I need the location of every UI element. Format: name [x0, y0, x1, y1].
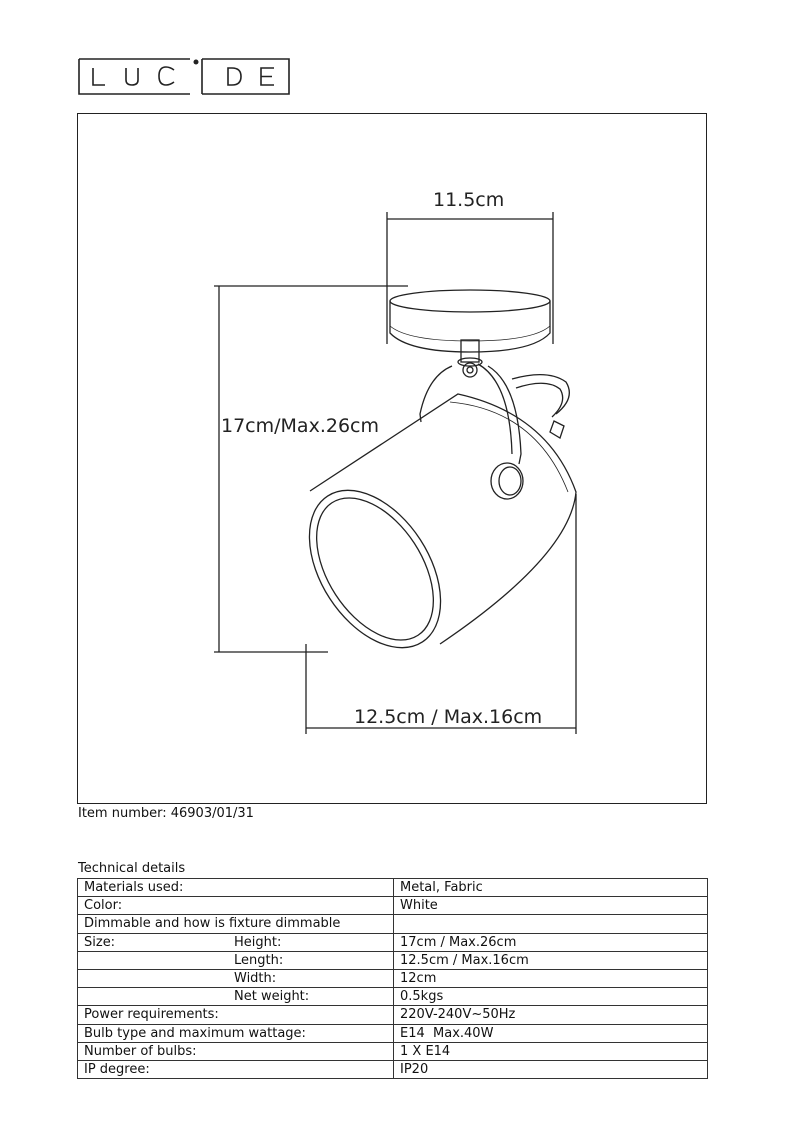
spec-label — [78, 988, 394, 1006]
table-row — [78, 1060, 708, 1078]
spec-label: IP degree: — [78, 1060, 394, 1078]
lamp-line-drawing — [78, 114, 708, 805]
table-row — [78, 879, 708, 897]
table-row — [78, 933, 708, 951]
table-row — [78, 1042, 708, 1060]
spec-value: 220V-240V~50Hz — [394, 1006, 708, 1024]
spec-value: 12cm — [394, 969, 708, 987]
spec-value: White — [394, 897, 708, 915]
length-dimension-label: 12.5cm / Max.16cm — [354, 706, 543, 728]
width-dimension-label: 11.5cm — [433, 189, 505, 211]
table-row — [78, 915, 708, 933]
height-label: Height: — [234, 934, 282, 950]
adjustment-knob — [491, 463, 523, 499]
table-row — [78, 897, 708, 915]
table-row — [78, 951, 708, 969]
spec-label: Number of bulbs: — [78, 1042, 394, 1060]
spec-value: 17cm / Max.26cm — [394, 933, 708, 951]
table-row — [78, 988, 708, 1006]
table-row — [78, 969, 708, 987]
spec-label — [78, 969, 394, 987]
spec-label: Bulb type and maximum wattage: — [78, 1024, 394, 1042]
item-number: Item number: 46903/01/31 — [78, 806, 254, 821]
height-dimension-label: 17cm/Max.26cm — [221, 415, 379, 437]
technical-details-heading: Technical details — [78, 861, 186, 876]
spec-value — [394, 915, 708, 933]
spec-label: Color: — [78, 897, 394, 915]
spec-value: 12.5cm / Max.16cm — [394, 951, 708, 969]
spec-label: Materials used: — [78, 879, 394, 897]
lucide-logo — [78, 58, 290, 95]
spec-value: Metal, Fabric — [394, 879, 708, 897]
width-label: Width: — [234, 971, 277, 987]
size-label: Size: — [84, 934, 116, 950]
spec-value: IP20 — [394, 1060, 708, 1078]
ceiling-base — [390, 290, 550, 312]
spec-value: 0.5kgs — [394, 988, 708, 1006]
net-weight-label: Net weight: — [234, 989, 310, 1005]
table-row — [78, 1006, 708, 1024]
product-drawing — [77, 113, 707, 804]
spec-label — [78, 933, 394, 951]
stirrup-arm — [420, 366, 452, 422]
table-row — [78, 1024, 708, 1042]
technical-details-table — [77, 878, 708, 1079]
spec-value: E14 Max.40W — [394, 1024, 708, 1042]
length-label: Length: — [234, 952, 284, 968]
spec-label: Power requirements: — [78, 1006, 394, 1024]
spec-value: 1 X E14 — [394, 1042, 708, 1060]
spec-label: Dimmable and how is fixture dimmable — [78, 915, 394, 933]
spec-label — [78, 951, 394, 969]
